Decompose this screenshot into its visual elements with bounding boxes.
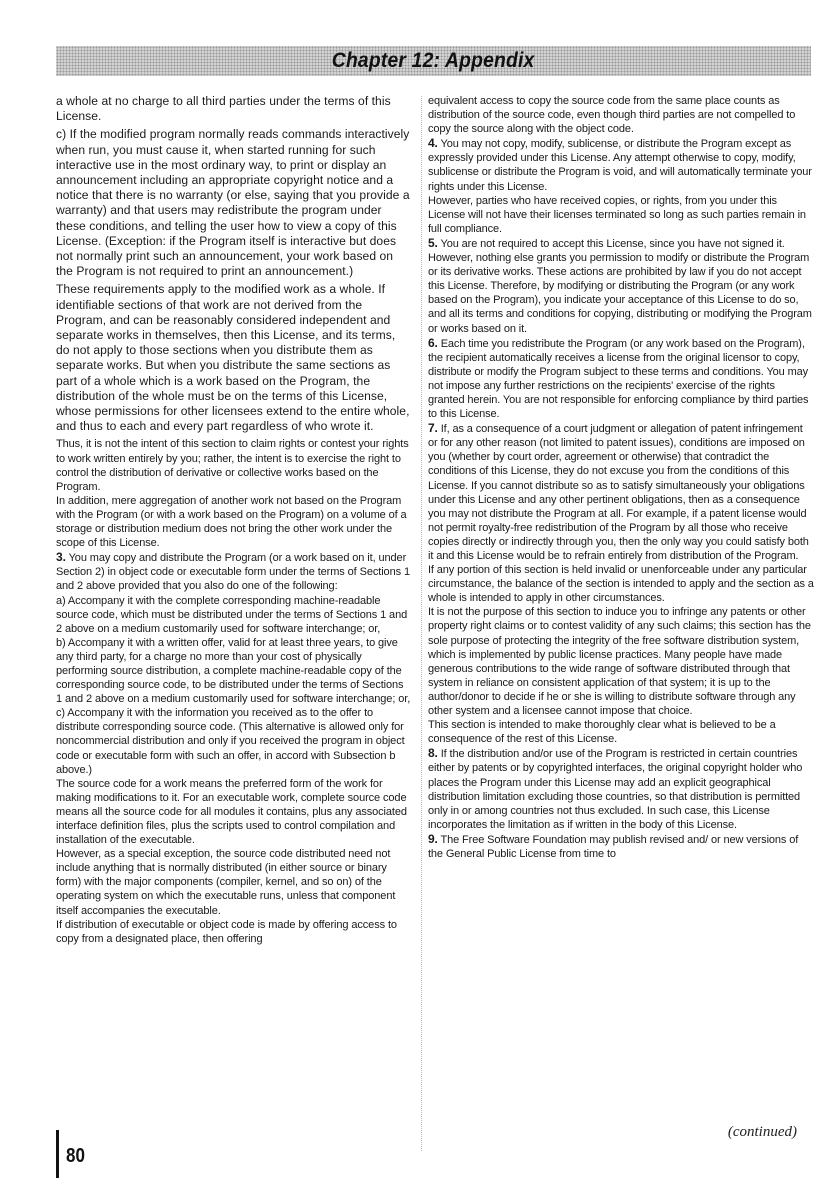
section-text: Each time you redistribute the Program (or any work based on the Program), the recipient automatically receives a license from the original licensor to copy, distribute or modify the Program subject to these terms and conditions. You may not impose any further restrictions on the recipients' exercise of the rights granted herein. You are not responsible for enforcing compliance by third parties to this License.: [428, 337, 809, 421]
paragraph: c) If the modified program normally reads commands interactively when run, you must cause it, when started running for such interactive use in the most ordinary way, to print or display an announcement including an appropriate copyright notice and a notice that there is no warranty (or else, saying that you provide a warranty) and that users may redistribute the program under these conditions, and telling the user how to view a copy of this License. (Exception: if the Program itself is interactive but does not normally print such an announcement, your work based on the Program is not required to print an announcement.): [56, 127, 410, 279]
chapter-banner: [56, 46, 811, 76]
section-5: [428, 236, 814, 336]
continued-label: (continued): [727, 1124, 797, 1140]
paragraph: equivalent access to copy the source code from the same place counts as distribution of the source code, even though third parties are not compelled to copy the source along with the object code.: [428, 95, 796, 136]
paragraph: However, parties who have received copies, or rights, from you under this License will not have their licenses terminated so long as such parties remain in full compliance.: [428, 194, 806, 235]
section-number: 6.: [428, 335, 438, 350]
paragraph: If any portion of this section is held invalid or unenforceable under any particular circumstance, the balance of the section is intended to apply and the section as a whole is intended to apply in other circumstances.: [428, 564, 814, 605]
section-4: [428, 136, 814, 193]
section-7: [428, 421, 814, 563]
section-text: You may copy and distribute the Program (or a work based on it, under Section 2) in object code or executable form under the terms of Sections 1 and 2 above provided that you also do one of the following:: [56, 552, 410, 593]
page-number: 80: [66, 1145, 85, 1167]
right-column: [428, 94, 814, 861]
section-8: [428, 746, 814, 832]
paragraph: a) Accompany it with the complete corresponding machine-readable source code, which must be distributed under the terms of Sections 1 and 2 above on a medium customarily used for software interchange; or,: [56, 594, 408, 635]
paragraph: In addition, mere aggregation of another work not based on the Program with the Program (or with a work based on the Program) on a volume of a storage or distribution medium does not bring the other work under the scope of this License.: [56, 494, 407, 550]
section-number: 9.: [428, 831, 438, 846]
paragraph: It is not the purpose of this section to induce you to infringe any patents or other property right claims or to contest validity of any such claims; this section has the sole purpose of protecting the integrity of the free software distribution system, which is implemented by public license practices. Many people have made generous contributions to the wide range of software distributed through that system in reliance on consistent application of that system; it is up to the author/donor to decide if he or she is willing to distribute software through any other system and a licensee cannot impose that choice.: [428, 606, 811, 718]
left-column: [56, 94, 412, 946]
section-number: 3.: [56, 550, 66, 565]
section-text: If the distribution and/or use of the Program is restricted in certain countries either by patents or by copyrighted interfaces, the original copyright holder who places the Program under this License may add an explicit geographical distribution limitation excluding those countries, so that distribution is permitted only in or among countries not thus excluded. In such case, this License incorporates the limitation as if written in the body of this License.: [428, 748, 803, 831]
paragraph: This section is intended to make thoroughly clear what is believed to be a consequence of the rest of this License.: [428, 719, 776, 746]
section-number: 4.: [428, 136, 438, 151]
paragraph: However, as a special exception, the source code distributed need not include anything that is normally distributed (in either source or binary form) with the major components (compiler, kernel, and so on) of the operating system on which the executable runs, unless that component itself accompanies the executable.: [56, 848, 396, 917]
section-number: 7.: [428, 421, 438, 436]
paragraph: The source code for a work means the preferred form of the work for making modifications to it. For an executable work, complete source code means all the source code for all modules it contains, plus any associated interface definition files, plus the scripts used to control compilation and installation of the executable.: [56, 777, 407, 847]
left-body: [56, 437, 412, 945]
paragraph: c) Accompany it with the information you received as to the offer to distribute corresponding source code. (This alternative is allowed only for noncommercial distribution and only if you received the program in object code or executable form with such an offer, in accord with Subsection b above.): [56, 707, 405, 776]
chapter-title: Chapter 12: Appendix: [332, 49, 535, 72]
section-number: 8.: [428, 746, 438, 761]
section-text: You are not required to accept this License, since you have not signed it. However, nothing else grants you permission to modify or distribute the Program or its derivative works. These actions are prohibited by law if you do not accept this License. Therefore, by modifying or distributing the Program (or any work based on the Program), you indicate your acceptance of this License to do so, and all its terms and conditions for copying, distributing or modifying the Program or works based on it.: [428, 237, 812, 335]
column-divider: [421, 96, 422, 1151]
section-6: [428, 336, 814, 422]
section-text: The Free Software Foundation may publish revised and/ or new versions of the General Public License from time to: [428, 833, 799, 860]
paragraph: Thus, it is not the intent of this section to claim rights or contest your rights to work written entirely by you; rather, the intent is to exercise the right to control the distribution of derivative or collective works based on the Program.: [56, 438, 409, 493]
paragraph: These requirements apply to the modified work as a whole. If identifiable sections of that work are not derived from the Program, and can be reasonably considered independent and separate works in themselves, then this License, and its terms, do not apply to those sections when you distribute them as separate works. But when you distribute the same sections as part of a whole which is a work based on the Program, the distribution of the whole must be on the terms of this License, whose permissions for other licensees extend to the entire whole, and thus to each and every part regardless of who wrote it.: [56, 282, 410, 434]
left-intro: [56, 94, 412, 434]
section-text: If, as a consequence of a court judgment or allegation of patent infringement or for any other reason (not limited to patent issues), conditions are imposed on you (whether by court order, agreement or otherwise) that contradict the conditions of this License, they do not excuse you from the conditions of this License. If you cannot distribute so as to satisfy simultaneously your obligations under this License and any other pertinent obligations, then as a consequence you may not distribute the Program at all. For example, if a patent license would not permit royalty-free redistribution of the Program by all those who receive copies directly or indirectly through you, then the only way you could satisfy both it and this License would be to refrain entirely from distribution of the Program.: [428, 423, 809, 562]
section-text: You may not copy, modify, sublicense, or distribute the Program except as expressly provided under this License. Any attempt otherwise to copy, modify, sublicense or distribute the Program is void, and will automatically terminate your rights under this License.: [428, 138, 812, 193]
section-9: [428, 832, 814, 861]
paragraph: b) Accompany it with a written offer, valid for at least three years, to give any third party, for a charge no more than your cost of physically performing source distribution, a complete machine-readable copy of the corresponding source code, to be distributed under the terms of Sections 1 and 2 above on a medium customarily used for software interchange; or,: [56, 636, 411, 706]
paragraph: If distribution of executable or object code is made by offering access to copy from a designated place, then offering: [56, 918, 397, 945]
paragraph: a whole at no charge to all third parties under the terms of this License.: [56, 94, 391, 124]
section-number: 5.: [428, 235, 438, 250]
section-3: [56, 550, 412, 593]
page-number-bar: [56, 1130, 59, 1178]
